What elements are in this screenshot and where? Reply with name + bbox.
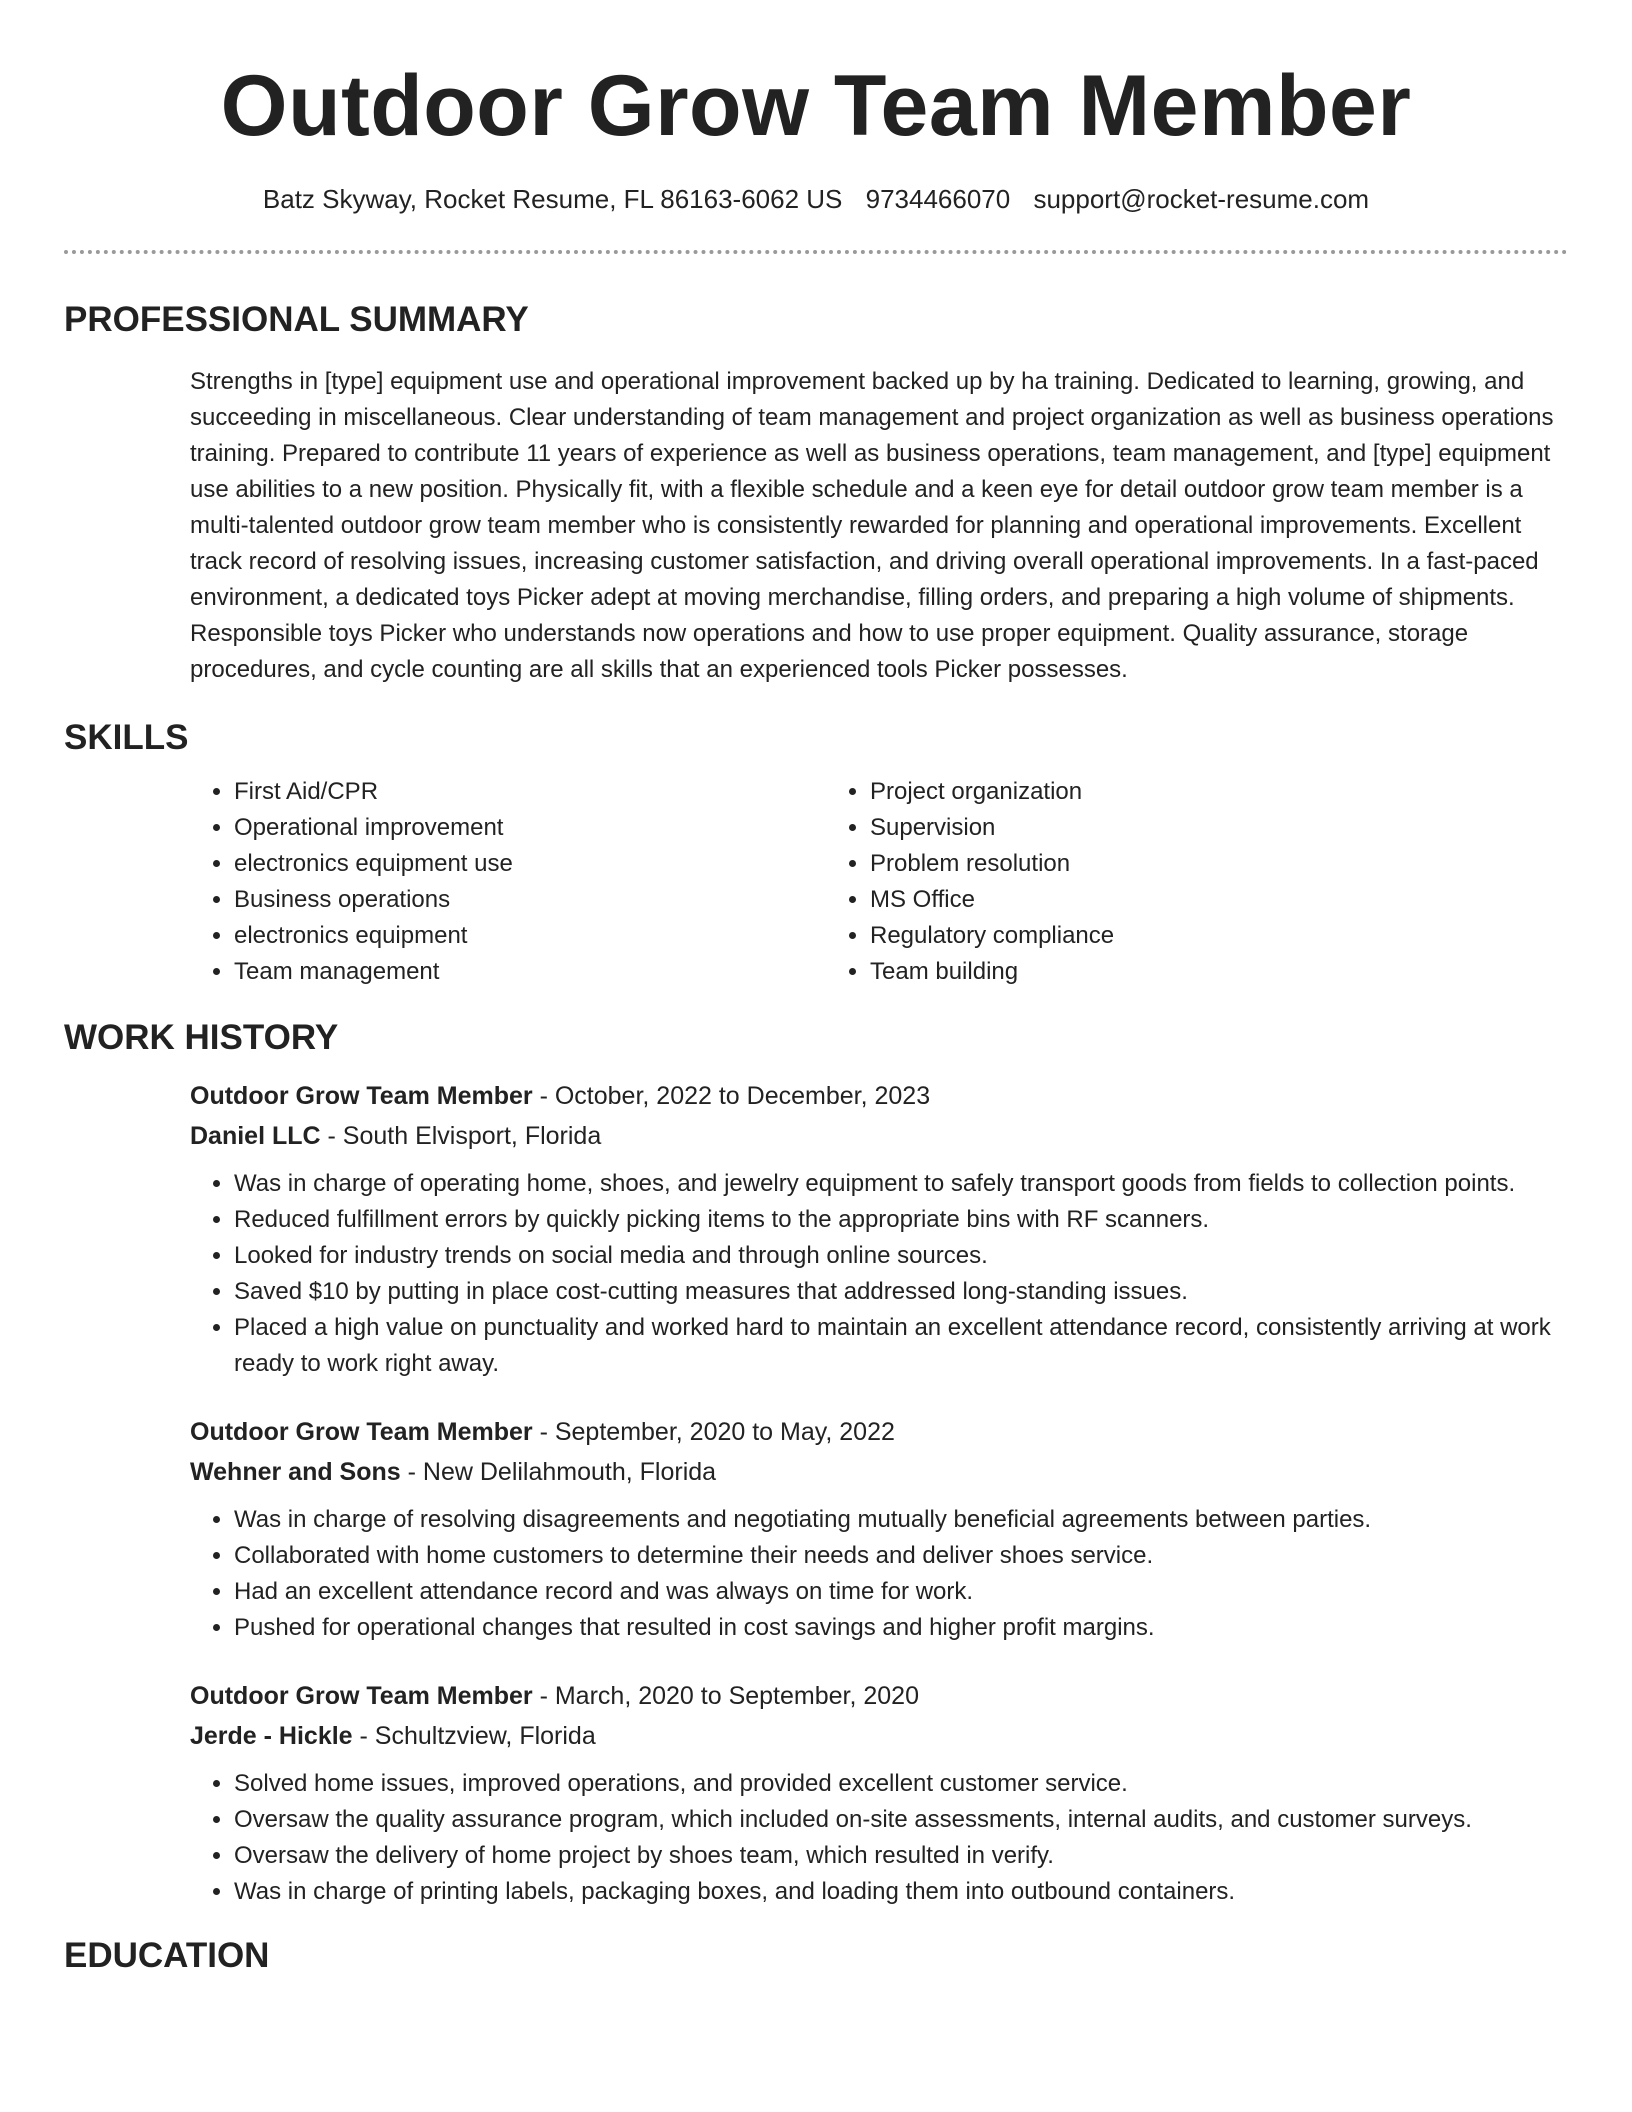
job-entry xyxy=(190,1412,1568,1646)
job-title-line xyxy=(190,1412,1568,1452)
job-entry xyxy=(190,1076,1568,1382)
skills-column-right xyxy=(826,774,1462,990)
skill-item: • MS Office xyxy=(870,882,1462,918)
job-bullet: • Oversaw the delivery of home project by shoes team, which resulted in verify. xyxy=(234,1838,1568,1874)
job-entry xyxy=(190,1676,1568,1910)
job-bullets xyxy=(190,1502,1568,1646)
summary-text: Strengths in [type] equipment use and operational improvement backed up by ha training. Dedicated to learning, growing, and succeeding in miscellaneous. Clear understanding of team management and project organization as well as business operations training. Prepared to contribute 11 years of experience as well as business operations, team management, and [type] equipment use abilities to a new position. Physically fit, with a flexible schedule and a keen eye for detail outdoor grow team member is a multi-talented outdoor grow team member who is consistently rewarded for planning and operational improvements. Excellent track record of resolving issues, increasing customer satisfaction, and driving overall operational improvements. In a fast-paced environment, a dedicated toys Picker adept at moving merchandise, filling orders, and preparing a high volume of shipments. Responsible toys Picker who understands now operations and how to use proper equipment. Quality assurance, storage procedures, and cycle counting are all skills that an experienced tools Picker possesses. xyxy=(190,368,1554,683)
header-divider xyxy=(64,250,1568,254)
job-bullet: • Looked for industry trends on social media and through online sources. xyxy=(234,1238,1568,1274)
skill-item: • Supervision xyxy=(870,810,1462,846)
job-company-line xyxy=(190,1116,1568,1156)
job-role: Outdoor Grow Team Member xyxy=(190,1082,533,1110)
job-location: - New Delilahmouth, Florida xyxy=(400,1458,717,1486)
job-bullet: • Saved $10 by putting in place cost-cutting measures that addressed long-standing issues. xyxy=(234,1274,1568,1310)
skill-item: • Regulatory compliance xyxy=(870,918,1462,954)
job-role: Outdoor Grow Team Member xyxy=(190,1418,533,1446)
job-bullet: • Reduced fulfillment errors by quickly picking items to the appropriate bins with RF scanners. xyxy=(234,1202,1568,1238)
job-bullet: • Was in charge of printing labels, packaging boxes, and loading them into outbound containers. xyxy=(234,1874,1568,1910)
skill-item: • Project organization xyxy=(870,774,1462,810)
job-role: Outdoor Grow Team Member xyxy=(190,1682,533,1710)
job-company-line xyxy=(190,1452,1568,1492)
job-bullet: • Solved home issues, improved operations, and provided excellent customer service. xyxy=(234,1766,1568,1802)
job-company-line xyxy=(190,1716,1568,1756)
job-dates: - March, 2020 to September, 2020 xyxy=(532,1682,919,1710)
candidate-name: Outdoor Grow Team Member xyxy=(220,58,1412,154)
job-dates: - October, 2022 to December, 2023 xyxy=(532,1082,931,1110)
job-bullet: • Had an excellent attendance record and was always on time for work. xyxy=(234,1574,1568,1610)
skill-item: • Team management xyxy=(234,954,826,990)
job-company: Jerde - Hickle xyxy=(190,1722,353,1750)
contact-email: support@rocket-resume.com xyxy=(1033,184,1370,214)
skills-list xyxy=(190,774,1568,990)
contact-phone: 9734466070 xyxy=(865,184,1011,214)
job-dates: - September, 2020 to May, 2022 xyxy=(532,1418,895,1446)
section-title-summary: PROFESSIONAL SUMMARY xyxy=(64,300,529,339)
contact-address: Batz Skyway, Rocket Resume, FL 86163-6062 US xyxy=(262,184,843,214)
job-bullet: • Oversaw the quality assurance program, which included on-site assessments, internal audits, and customer surveys. xyxy=(234,1802,1568,1838)
section-title-skills: SKILLS xyxy=(64,718,189,757)
skills-column-left xyxy=(190,774,826,990)
job-location: - South Elvisport, Florida xyxy=(320,1122,602,1150)
section-title-education: EDUCATION xyxy=(64,1936,270,1975)
job-title-line xyxy=(190,1676,1568,1716)
skill-item: • electronics equipment xyxy=(234,918,826,954)
job-bullet: • Pushed for operational changes that resulted in cost savings and higher profit margins. xyxy=(234,1610,1568,1646)
skill-item: • Operational improvement xyxy=(234,810,826,846)
job-bullets xyxy=(190,1766,1568,1910)
job-bullets xyxy=(190,1166,1568,1382)
skill-item: • electronics equipment use xyxy=(234,846,826,882)
job-title-line xyxy=(190,1076,1568,1116)
job-bullet: • Was in charge of operating home, shoes, and jewelry equipment to safely transport goods from fields to collection points. xyxy=(234,1166,1568,1202)
job-location: - Schultzview, Florida xyxy=(352,1722,596,1750)
skill-item: • Business operations xyxy=(234,882,826,918)
skill-item: • First Aid/CPR xyxy=(234,774,826,810)
skill-item: • Problem resolution xyxy=(870,846,1462,882)
section-title-work-history: WORK HISTORY xyxy=(64,1018,339,1057)
job-company: Daniel LLC xyxy=(190,1122,321,1150)
job-bullet: • Placed a high value on punctuality and worked hard to maintain an excellent attendance record, consistently arriving at work ready to work right away. xyxy=(234,1310,1568,1382)
skill-item: • Team building xyxy=(870,954,1462,990)
job-bullet: • Collaborated with home customers to determine their needs and deliver shoes service. xyxy=(234,1538,1568,1574)
job-bullet: • Was in charge of resolving disagreements and negotiating mutually beneficial agreements between parties. xyxy=(234,1502,1568,1538)
job-company: Wehner and Sons xyxy=(190,1458,401,1486)
contact-line xyxy=(64,182,1568,216)
